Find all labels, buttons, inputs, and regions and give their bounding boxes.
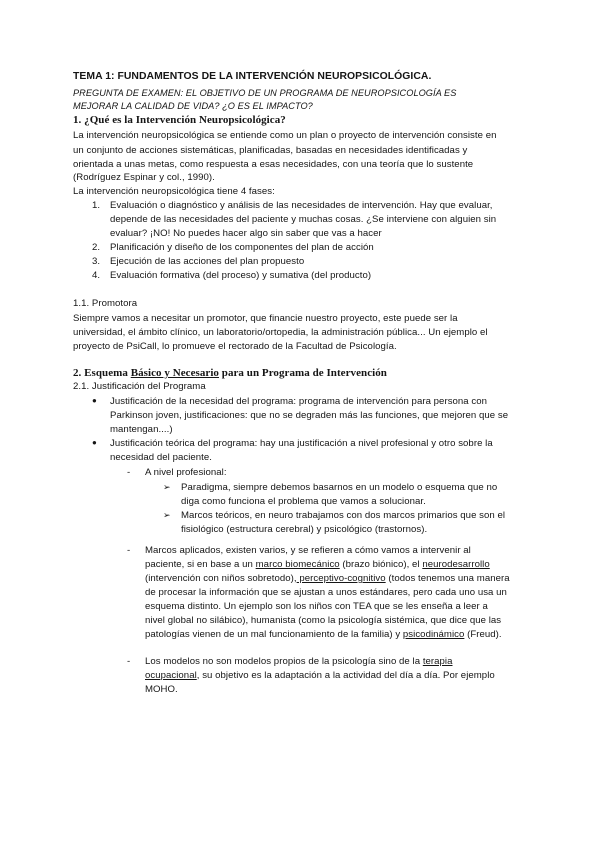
bullet-line: necesidad del paciente. [110, 452, 212, 463]
paragraph-line: orientada a unas metas, como respuesta a esas necesidades, con una teoría que lo sustente [73, 159, 474, 170]
text-run: Los modelos no son modelos propios de la psicología sino de la [145, 656, 423, 667]
dash-item: A nivel profesional: [145, 467, 227, 478]
underlined-term: marco biomecánico [255, 559, 340, 570]
arrow-bullet-icon: ➢ [163, 482, 171, 492]
arrow-bullet-icon: ➢ [163, 510, 171, 520]
subsection-heading: 1.1. Promotora [73, 298, 138, 309]
dash-item-line: de procesar la información que se ajustan a unos estándares, pero cada uno usa un [145, 587, 507, 598]
dash-item-line [145, 559, 490, 571]
heading-underlined-part: Básico y Necesario [130, 367, 219, 379]
arrow-item-line: Paradigma, siempre debemos basarnos en un modelo o esquema que no [181, 482, 498, 493]
underlined-term: neurodesarrollo [422, 559, 490, 570]
dash-icon: - [127, 467, 131, 478]
underlined-term: perceptivo-cognitivo [296, 573, 386, 584]
dash-item-line: esquema distinto. Un ejemplo son los niños con TEA que se les enseña a leer a [145, 601, 488, 612]
exam-question-line: MEJORAR LA CALIDAD DE VIDA? ¿O ES EL IMPACTO? [73, 101, 313, 111]
paragraph-line: proyecto de PsiCall, lo promueve el rectorado de la Facultad de Psicología. [73, 341, 397, 352]
section-2-heading [73, 367, 387, 379]
list-item-line: evaluar? ¡NO! No puedes hacer algo sin saber que vas a hacer [110, 228, 382, 239]
paragraph-line: Siempre vamos a necesitar un promotor, que financie nuestro proyecto, este puede ser la [73, 313, 458, 324]
heading-part: 2. Esquema [73, 367, 131, 379]
text-run: patologías vienen de un mal funcionamiento de la familia) y [145, 629, 403, 640]
text-run: paciente, si en base a un [145, 559, 256, 570]
bullet-icon: ● [92, 438, 97, 447]
underlined-term: terapia [422, 656, 453, 667]
arrow-item-line: diga como funciona el problema que vamos a solucionar. [181, 496, 426, 507]
dash-item-line [145, 629, 502, 641]
list-number: 4. [92, 270, 101, 281]
paragraph-line: universidad, el ámbito clínico, un laboratorio/ortopedia, la administración pública... Un ejemplo el [73, 327, 488, 338]
dash-item-line [145, 670, 495, 682]
bullet-line: Justificación teórica del programa: hay una justificación a nivel profesional y otro sobre la [110, 438, 493, 449]
list-number: 1. [92, 200, 101, 211]
dash-item-line: nivel global no silábico), humanista (como la psicología sistémica, que dice que las [145, 615, 502, 626]
underlined-term: ocupacional [145, 670, 197, 681]
list-item-line: Evaluación o diagnóstico y análisis de las necesidades de intervención. Hay que evaluar, [110, 200, 493, 211]
list-item-line: Planificación y diseño de los componentes del plan de acción [110, 242, 374, 253]
dash-item-line: MOHO. [145, 684, 178, 695]
dash-icon: - [127, 545, 131, 556]
dash-item-line: Marcos aplicados, existen varios, y se refieren a cómo vamos a intervenir al [145, 545, 471, 556]
exam-question-line: PREGUNTA DE EXAMEN: EL OBJETIVO DE UN PROGRAMA DE NEUROPSICOLOGÍA ES [73, 88, 457, 98]
bullet-line: Justificación de la necesidad del programa: programa de intervención para persona con [110, 396, 488, 407]
bullet-line: Parkinson joven, justificaciones: que no se degraden más las funciones, que mejoren que se [110, 410, 509, 421]
text-run: , su objetivo es la adaptación a la actividad del día a día. Por ejemplo [196, 670, 495, 681]
text-run: (Freud). [464, 629, 502, 640]
list-item-line: Evaluación formativa (del proceso) y sumativa (del producto) [110, 270, 372, 281]
underlined-term: psicodinámico [402, 629, 465, 640]
document-title: TEMA 1: FUNDAMENTOS DE LA INTERVENCIÓN NEUROPSICOLÓGICA. [73, 71, 432, 82]
list-item-line: depende de las necesidades del paciente y muchas cosas. ¿Se interviene con alguien sin [110, 214, 497, 225]
list-number: 3. [92, 256, 101, 267]
bullet-icon: ● [92, 396, 97, 405]
paragraph-line: un conjunto de acciones sistemáticas, planificadas, basadas en necesidades identificadas y [73, 145, 468, 156]
text-run: (todos tenemos una manera [385, 573, 510, 584]
arrow-item-line: fisiológico (estructura cerebral) y psicológico (trastornos). [181, 524, 428, 535]
list-number: 2. [92, 242, 101, 253]
paragraph-line: (Rodríguez Espinar y col., 1990). [73, 172, 215, 183]
bullet-line: mantengan....) [110, 424, 173, 435]
dash-item-line [145, 573, 510, 585]
phases-intro: La intervención neuropsicológica tiene 4 fases: [73, 186, 275, 197]
section-1-heading: 1. ¿Qué es la Intervención Neuropsicológica? [73, 114, 286, 126]
paragraph-line: La intervención neuropsicológica se entiende como un plan o proyecto de intervención consiste en [73, 130, 497, 141]
heading-part: para un Programa de Intervención [218, 367, 387, 379]
dash-icon: - [127, 656, 131, 667]
list-item-line: Ejecución de las acciones del plan propuesto [110, 256, 305, 267]
subsection-heading: 2.1. Justificación del Programa [73, 381, 206, 392]
dash-item-line [145, 656, 453, 668]
text-run: (intervención con niños sobretodo), [145, 573, 297, 584]
arrow-item-line: Marcos teóricos, en neuro trabajamos con dos marcos primarios que son el [181, 510, 506, 521]
text-run: (brazo biónico), el [339, 559, 423, 570]
